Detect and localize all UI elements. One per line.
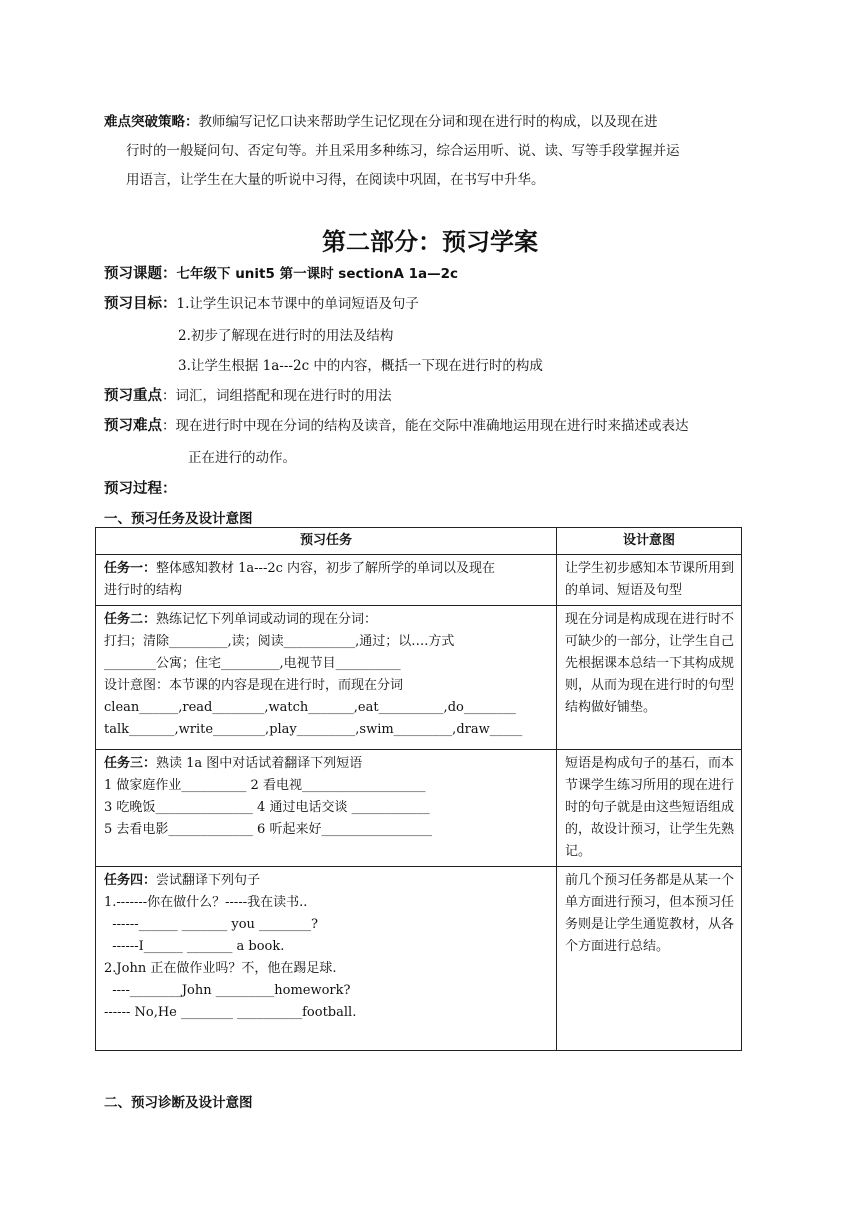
preview-goal xyxy=(104,292,419,313)
table-row xyxy=(96,555,742,606)
goal-3: 3.让学生根据 1a---2c 中的内容，概括一下现在进行时的构成 xyxy=(178,358,543,374)
preview-key xyxy=(104,384,392,405)
intent-cell: 现在分词是构成现在进行时不可缺少的一部分，让学生自己先根据课本总结一下其构成规则，从而为现在进行时的句型结构做好铺垫。 xyxy=(557,606,742,750)
table-row xyxy=(96,867,742,1051)
table-row xyxy=(96,750,742,867)
diff-label: 预习难点 xyxy=(104,418,162,434)
goal-label: 预习目标： xyxy=(104,296,177,312)
goal-1: 1.让学生识记本节课中的单词短语及句子 xyxy=(176,296,419,312)
task-name: 任务二： xyxy=(104,612,157,627)
header-intent: 设计意图 xyxy=(557,528,742,555)
strategy-line-3: 用语言，让学生在大量的听说中习得，在阅读中巩固，在书写中升华。 xyxy=(126,172,545,188)
task-name: 任务四： xyxy=(104,873,157,888)
task-name: 任务一： xyxy=(104,561,157,576)
table-row xyxy=(96,606,742,750)
task-cell: 任务四：尝试翻译下列句子 1.-------你在做什么？-----我在读书.. ------______ _______ you ________? ------I______ _______ a book. 2.John 正在做作业吗？不，他在踢足球. ----________John _________homework? ------ No,He ________ __________football. xyxy=(96,867,557,1051)
section2-heading: 二、预习诊断及设计意图 xyxy=(104,1095,253,1111)
topic-value: 七年级下 unit5 第一课时 sectionA 1a—2c xyxy=(176,266,459,282)
strategy-label: 难点突破策略： xyxy=(104,114,199,130)
task-cell: 任务二：熟练记忆下列单词或动词的现在分词： 打扫；清除_________,读；阅读___________,通过；以….方式 ________公寓；住宅_________,电视节目__________ 设计意图：本节课的内容是现在进行时，而现在分词 clean______,read________,watch_______,eat__________,do________ talk_______,write________,play_________,swim_________,draw_____ xyxy=(96,606,557,750)
task-cell: 任务三：熟读 1a 图中对话试着翻译下列短语 1 做家庭作业__________ 2 看电视___________________ 3 吃晚饭_______________ 4 通过电话交谈 ____________ 5 去看电影_____________ 6 听起来好_________________ xyxy=(96,750,557,867)
task-table xyxy=(95,527,742,1051)
preview-topic xyxy=(104,262,458,283)
preview-process xyxy=(104,477,177,498)
intent-cell: 短语是构成句子的基石，而本节课学生练习所用的现在进行时的句子就是由这些短语组成的，故设计预习，让学生先熟记。 xyxy=(557,750,742,867)
section1-heading: 一、预习任务及设计意图 xyxy=(104,511,253,527)
task-name: 任务三： xyxy=(104,756,157,771)
task-cell: 任务一：整体感知教材 1a---2c 内容，初步了解所学的单词以及现在 进行时的结构 xyxy=(96,555,557,606)
topic-label: 预习课题： xyxy=(104,266,177,282)
diff-value-1: ：现在进行时中现在分词的结构及读音，能在交际中准确地运用现在进行时来描述或表达 xyxy=(162,418,689,434)
intent-cell: 让学生初步感知本节课所用到的单词、短语及句型 xyxy=(557,555,742,606)
header-task: 预习任务 xyxy=(96,528,557,555)
strategy-line-1: 难点突破策略：教师编写记忆口诀来帮助学生记忆现在分词和现在进行时的构成，以及现在进 xyxy=(104,114,658,130)
preview-difficulty xyxy=(104,414,689,435)
strategy-paragraph xyxy=(104,108,760,195)
table-header-row xyxy=(96,528,742,555)
goal-2: 2.初步了解现在进行时的用法及结构 xyxy=(178,328,394,344)
intent-cell: 前几个预习任务都是从某一个单方面进行预习，但本预习任务则是让学生通览教材，从各个方面进行总结。 xyxy=(557,867,742,1051)
part-title: 第二部分：预习学案 xyxy=(322,228,538,256)
strategy-line-2: 行时的一般疑问句、否定句等。并且采用多种练习，综合运用听、说、读、写等手段掌握并运 xyxy=(126,143,680,159)
diff-value-2: 正在进行的动作。 xyxy=(188,450,296,466)
key-value: ：词汇，词组搭配和现在进行时的用法 xyxy=(162,388,392,404)
key-label: 预习重点 xyxy=(104,388,162,404)
process-label: 预习过程： xyxy=(104,481,177,497)
